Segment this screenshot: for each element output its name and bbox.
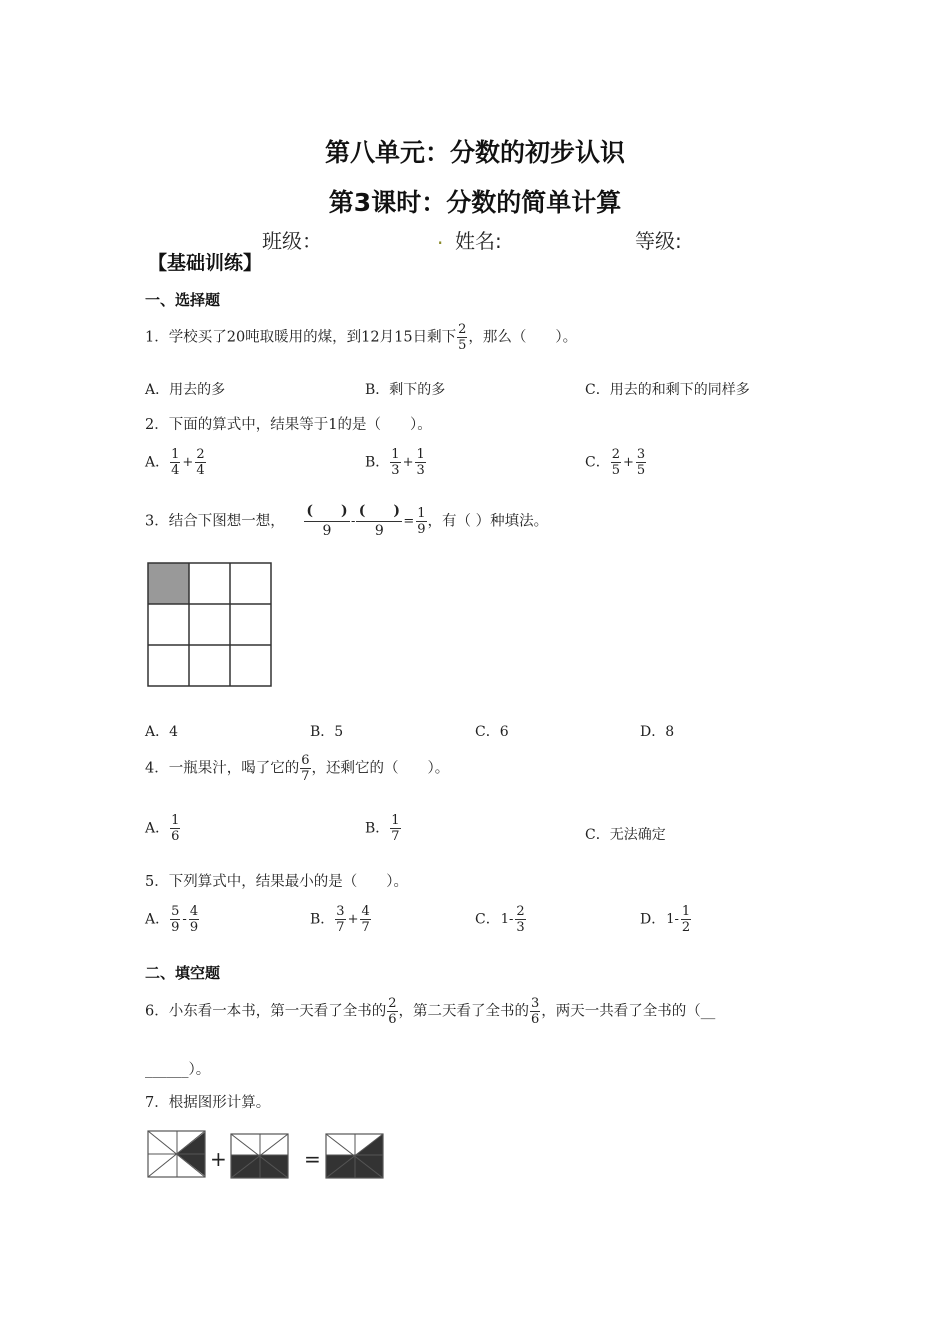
q5-option-d[interactable]: D．1- $\frac{1}{2}$	[640, 904, 691, 935]
shaded-cell	[148, 563, 189, 604]
q7-figure-1	[147, 1130, 207, 1178]
q5-option-a[interactable]: A． $\frac{5}{9}$ - $\frac{4}{9}$	[145, 904, 199, 935]
q4-option-a[interactable]: A． $\frac{1}{6}$	[145, 813, 180, 844]
q5-option-c[interactable]: C．1- $\frac{2}{3}$	[475, 904, 525, 935]
section-fill-heading: 二、填空题	[145, 964, 221, 982]
q7-plus-sign: +	[210, 1147, 227, 1171]
page-title: 第八单元：分数的初步认识	[324, 138, 625, 167]
q7-figure-3	[325, 1133, 385, 1179]
q7-figure-2	[230, 1133, 290, 1179]
lesson-title: 第3课时：分数的简单计算	[328, 188, 622, 217]
q6-answer-blank[interactable]: ______）。	[145, 1062, 211, 1078]
question-2: 2．下面的算式中，结果等于1的是（ ）。	[145, 417, 432, 433]
q3-grid-figure	[147, 562, 273, 688]
q5-option-b[interactable]: B． $\frac{3}{7}$ + $\frac{4}{7}$	[310, 904, 370, 935]
name-label: 姓名:	[455, 229, 502, 253]
question-6: 6．小东看一本书，第一天看了全书的 $\frac{2}{6}$ ，第二天看了全书的 $\frac{3}{6}$ ，两天一共看了全书的（__	[145, 996, 716, 1027]
question-4: 4．一瓶果汁，喝了它的 $\frac{6}{7}$ ，还剩它的（ ）。	[145, 753, 450, 784]
section-choice-heading: 一、选择题	[145, 291, 221, 309]
q3-blank-fraction-1[interactable]: $\frac{( )}{9}$	[304, 502, 350, 541]
grade-label: 等级:	[635, 229, 682, 253]
q3-option-c[interactable]: C．6	[475, 724, 509, 740]
q4-option-b[interactable]: B． $\frac{1}{7}$	[365, 813, 400, 844]
q3-option-a[interactable]: A．4	[145, 724, 179, 740]
basic-training-heading: 【基础训练】	[148, 252, 263, 274]
dot-mark: .	[437, 225, 444, 249]
question-7: 7．根据图形计算。	[145, 1095, 271, 1111]
q1-fraction: $\frac{2}{5}$	[458, 322, 467, 353]
q3-blank-fraction-2[interactable]: $\frac{( )}{9}$	[356, 502, 402, 541]
q3-option-d[interactable]: D．8	[640, 724, 675, 740]
q7-equals-sign: =	[304, 1147, 321, 1171]
q1-option-c[interactable]: C．用去的和剩下的同样多	[585, 382, 750, 398]
question-3: 3．结合下图想一想， $\frac{( )}{9}$ - $\frac{( )}{9}$ = $\frac{1}{9}$ ，有（ ）种填法。	[145, 503, 549, 539]
q4-option-c[interactable]: C．无法确定	[585, 827, 666, 843]
q1-text: 1．学校买了20吨取暖用的煤，到12月15日剩下	[145, 329, 457, 346]
q1-option-b[interactable]: B．剩下的多	[365, 382, 446, 398]
question-5: 5．下列算式中，结果最小的是（ ）。	[145, 874, 408, 890]
q1-option-a[interactable]: A．用去的多	[145, 382, 226, 398]
q2-option-a[interactable]: A． $\frac{1}{4}$ + $\frac{2}{4}$	[145, 447, 205, 478]
question-1: 1．学校买了20吨取暖用的煤，到12月15日剩下 $\frac{2}{5}$ ，那么（ ）。	[145, 322, 578, 353]
q3-option-b[interactable]: B．5	[310, 724, 344, 740]
q2-option-b[interactable]: B． $\frac{1}{3}$ + $\frac{1}{3}$	[365, 447, 425, 478]
class-label: 班级：	[262, 229, 322, 253]
q2-option-c[interactable]: C． $\frac{2}{5}$ + $\frac{3}{5}$	[585, 447, 646, 478]
